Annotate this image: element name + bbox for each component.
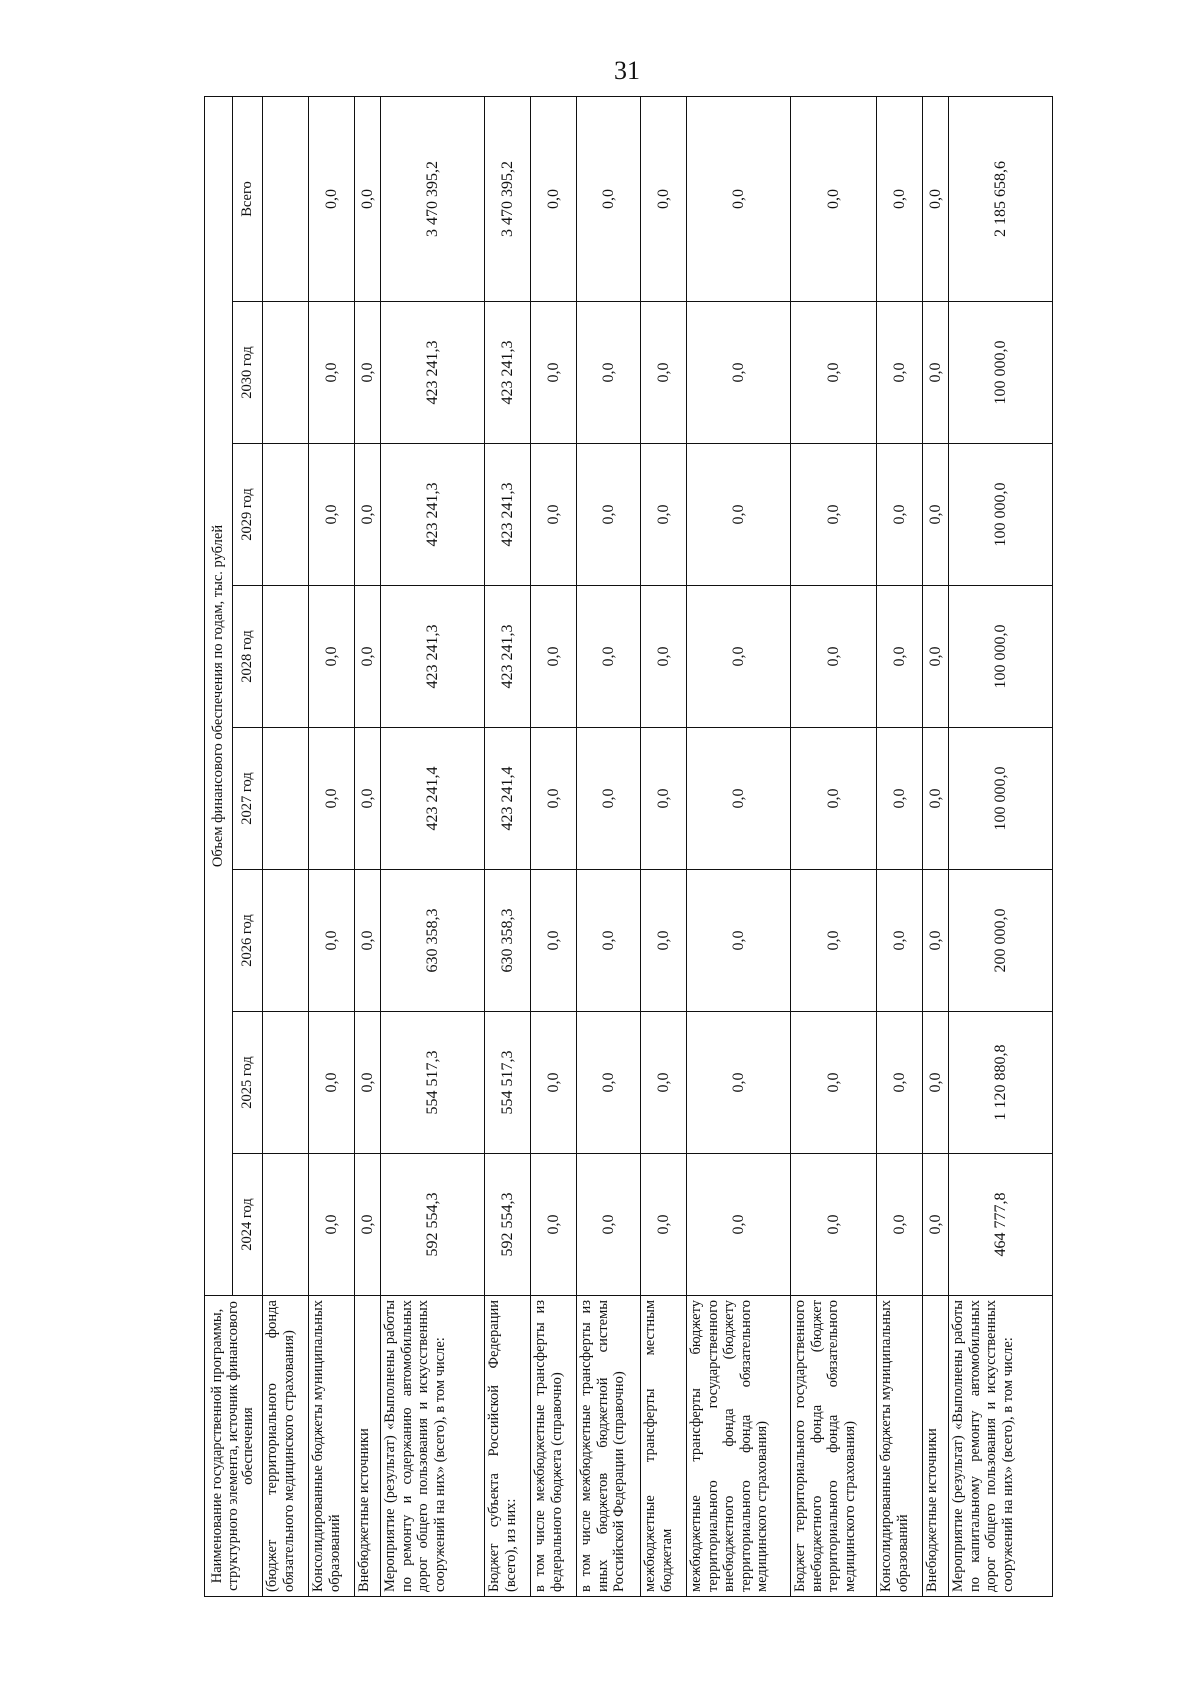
value-cell: 0,0	[687, 870, 791, 1012]
row-label: Внебюджетные источники	[355, 1296, 381, 1597]
table-row	[877, 96, 923, 1596]
value-cell: 0,0	[309, 1012, 355, 1154]
value-cell: 3 470 395,2	[485, 96, 531, 301]
header-name-column: Наименование государственной программы, структурного элемента, источник финансового обеспечения	[205, 1296, 263, 1597]
value-cell: 423 241,3	[485, 302, 531, 444]
row-label: (бюджет территориального фонда обязательного медицинского страхования)	[263, 1296, 309, 1597]
value-cell: 0,0	[641, 96, 687, 301]
value-cell: 0,0	[877, 870, 923, 1012]
value-cell: 423 241,3	[381, 444, 485, 586]
header-year: 2030 год	[233, 302, 263, 444]
value-cell: 0,0	[687, 1012, 791, 1154]
table-row	[355, 96, 381, 1596]
value-cell: 0,0	[791, 444, 877, 586]
value-cell: 0,0	[923, 1154, 949, 1296]
table-body	[263, 96, 1053, 1596]
value-cell: 423 241,4	[485, 728, 531, 870]
value-cell: 423 241,3	[485, 586, 531, 728]
value-cell: 0,0	[355, 96, 381, 301]
row-label: межбюджетные трансферты местным бюджетам	[641, 1296, 687, 1597]
row-label: Консолидированные бюджеты муниципальных образований	[309, 1296, 355, 1597]
value-cell: 554 517,3	[381, 1012, 485, 1154]
table-row	[791, 96, 877, 1596]
header-year: 2029 год	[233, 444, 263, 586]
value-cell: 0,0	[355, 728, 381, 870]
value-cell: 0,0	[641, 302, 687, 444]
value-cell: 0,0	[687, 96, 791, 301]
value-cell: 0,0	[923, 1012, 949, 1154]
value-cell: 0,0	[877, 302, 923, 444]
value-cell: 423 241,4	[381, 728, 485, 870]
value-cell: 0,0	[355, 302, 381, 444]
value-cell: 0,0	[791, 302, 877, 444]
value-cell: 0,0	[687, 1154, 791, 1296]
value-cell: 100 000,0	[949, 728, 1053, 870]
value-cell: 0,0	[791, 1012, 877, 1154]
value-cell: 0,0	[687, 586, 791, 728]
value-cell: 0,0	[641, 728, 687, 870]
table-row	[577, 96, 641, 1596]
value-cell: 0,0	[641, 444, 687, 586]
value-cell: 0,0	[577, 728, 641, 870]
table-row	[485, 96, 531, 1596]
table-row	[687, 96, 791, 1596]
value-cell	[263, 728, 309, 870]
value-cell: 0,0	[877, 1012, 923, 1154]
value-cell: 0,0	[531, 728, 577, 870]
value-cell: 0,0	[355, 586, 381, 728]
value-cell: 0,0	[641, 1154, 687, 1296]
value-cell: 2 185 658,6	[949, 96, 1053, 301]
value-cell: 630 358,3	[381, 870, 485, 1012]
table-row	[923, 96, 949, 1596]
value-cell: 0,0	[687, 444, 791, 586]
value-cell: 0,0	[309, 586, 355, 728]
value-cell	[263, 870, 309, 1012]
value-cell: 0,0	[531, 96, 577, 301]
value-cell: 0,0	[641, 1012, 687, 1154]
row-label: межбюджетные трансферты бюджету территориального государственного внебюджетного фонда (бюджету территориального фонда обязательного медицинского страхования)	[687, 1296, 791, 1597]
page-number: 31	[614, 56, 640, 85]
row-label: в том числе межбюджетные трансферты из иных бюджетов бюджетной системы Российской Федерации (справочно)	[577, 1296, 641, 1597]
row-label: Бюджет территориального государственного внебюджетного фонда (бюджет территориального фонда обязательного медицинского страхования)	[791, 1296, 877, 1597]
value-cell: 0,0	[877, 728, 923, 870]
row-label: в том числе межбюджетные трансферты из федерального бюджета (справочно)	[531, 1296, 577, 1597]
table-row	[641, 96, 687, 1596]
value-cell: 0,0	[355, 1154, 381, 1296]
value-cell: 0,0	[531, 1012, 577, 1154]
value-cell: 0,0	[531, 444, 577, 586]
value-cell: 0,0	[531, 1154, 577, 1296]
value-cell: 0,0	[923, 728, 949, 870]
value-cell: 0,0	[877, 96, 923, 301]
table-header	[205, 96, 263, 1596]
value-cell: 0,0	[355, 870, 381, 1012]
value-cell: 0,0	[531, 586, 577, 728]
value-cell: 423 241,3	[381, 586, 485, 728]
header-total: Всего	[233, 96, 263, 301]
table-row	[309, 96, 355, 1596]
header-year: 2027 год	[233, 728, 263, 870]
value-cell	[263, 96, 309, 301]
value-cell: 200 000,0	[949, 870, 1053, 1012]
table-row	[949, 96, 1053, 1596]
value-cell: 0,0	[791, 1154, 877, 1296]
value-cell: 0,0	[577, 1012, 641, 1154]
value-cell	[263, 302, 309, 444]
value-cell: 0,0	[687, 302, 791, 444]
value-cell	[263, 444, 309, 586]
value-cell	[263, 586, 309, 728]
row-label: Внебюджетные источники	[923, 1296, 949, 1597]
row-label: Консолидированные бюджеты муниципальных образований	[877, 1296, 923, 1597]
value-cell: 423 241,3	[485, 444, 531, 586]
value-cell: 0,0	[791, 96, 877, 301]
header-year: 2025 год	[233, 1012, 263, 1154]
value-cell: 0,0	[577, 96, 641, 301]
value-cell: 0,0	[791, 870, 877, 1012]
financing-table	[204, 96, 1053, 1597]
header-year: 2028 год	[233, 586, 263, 728]
value-cell: 423 241,3	[381, 302, 485, 444]
table-row	[263, 96, 309, 1596]
value-cell: 0,0	[877, 444, 923, 586]
value-cell: 630 358,3	[485, 870, 531, 1012]
value-cell: 0,0	[355, 444, 381, 586]
value-cell: 0,0	[687, 728, 791, 870]
value-cell: 0,0	[531, 870, 577, 1012]
value-cell: 0,0	[877, 586, 923, 728]
value-cell: 100 000,0	[949, 586, 1053, 728]
value-cell: 0,0	[923, 870, 949, 1012]
value-cell: 0,0	[309, 444, 355, 586]
value-cell: 0,0	[641, 870, 687, 1012]
value-cell	[263, 1154, 309, 1296]
value-cell: 0,0	[355, 1012, 381, 1154]
value-cell: 0,0	[577, 444, 641, 586]
value-cell: 3 470 395,2	[381, 96, 485, 301]
value-cell: 0,0	[641, 586, 687, 728]
value-cell: 0,0	[923, 444, 949, 586]
value-cell: 0,0	[923, 586, 949, 728]
value-cell: 100 000,0	[949, 302, 1053, 444]
value-cell: 0,0	[923, 302, 949, 444]
value-cell: 0,0	[577, 1154, 641, 1296]
header-year: 2026 год	[233, 870, 263, 1012]
rotated-table-frame	[204, 97, 1024, 1597]
value-cell	[263, 1012, 309, 1154]
value-cell: 0,0	[923, 96, 949, 301]
value-cell: 0,0	[791, 728, 877, 870]
value-cell: 0,0	[309, 302, 355, 444]
table-row	[381, 96, 485, 1596]
row-label: Мероприятие (результат) «Выполнены работы по ремонту и содержанию автомобильных дорог общего пользования и искусственных сооружений на них» (всего), в том числе:	[381, 1296, 485, 1597]
value-cell: 0,0	[877, 1154, 923, 1296]
value-cell: 554 517,3	[485, 1012, 531, 1154]
value-cell: 592 554,3	[381, 1154, 485, 1296]
value-cell: 0,0	[309, 96, 355, 301]
value-cell: 0,0	[309, 728, 355, 870]
value-cell: 0,0	[531, 302, 577, 444]
value-cell: 0,0	[309, 870, 355, 1012]
value-cell: 0,0	[577, 586, 641, 728]
header-year: 2024 год	[233, 1154, 263, 1296]
value-cell: 0,0	[577, 870, 641, 1012]
table-row	[531, 96, 577, 1596]
header-financing-group: Объем финансового обеспечения по годам, тыс. рублей	[205, 96, 233, 1295]
value-cell: 0,0	[791, 586, 877, 728]
value-cell: 100 000,0	[949, 444, 1053, 586]
value-cell: 1 120 880,8	[949, 1012, 1053, 1154]
value-cell: 0,0	[577, 302, 641, 444]
row-label: Мероприятие (результат) «Выполнены работы по капитальному ремонту автомобильных дорог общего пользования и искусственных сооружений на них» (всего), в том числе:	[949, 1296, 1053, 1597]
value-cell: 464 777,8	[949, 1154, 1053, 1296]
value-cell: 0,0	[309, 1154, 355, 1296]
row-label: Бюджет субъекта Российской Федерации (всего), из них:	[485, 1296, 531, 1597]
value-cell: 592 554,3	[485, 1154, 531, 1296]
